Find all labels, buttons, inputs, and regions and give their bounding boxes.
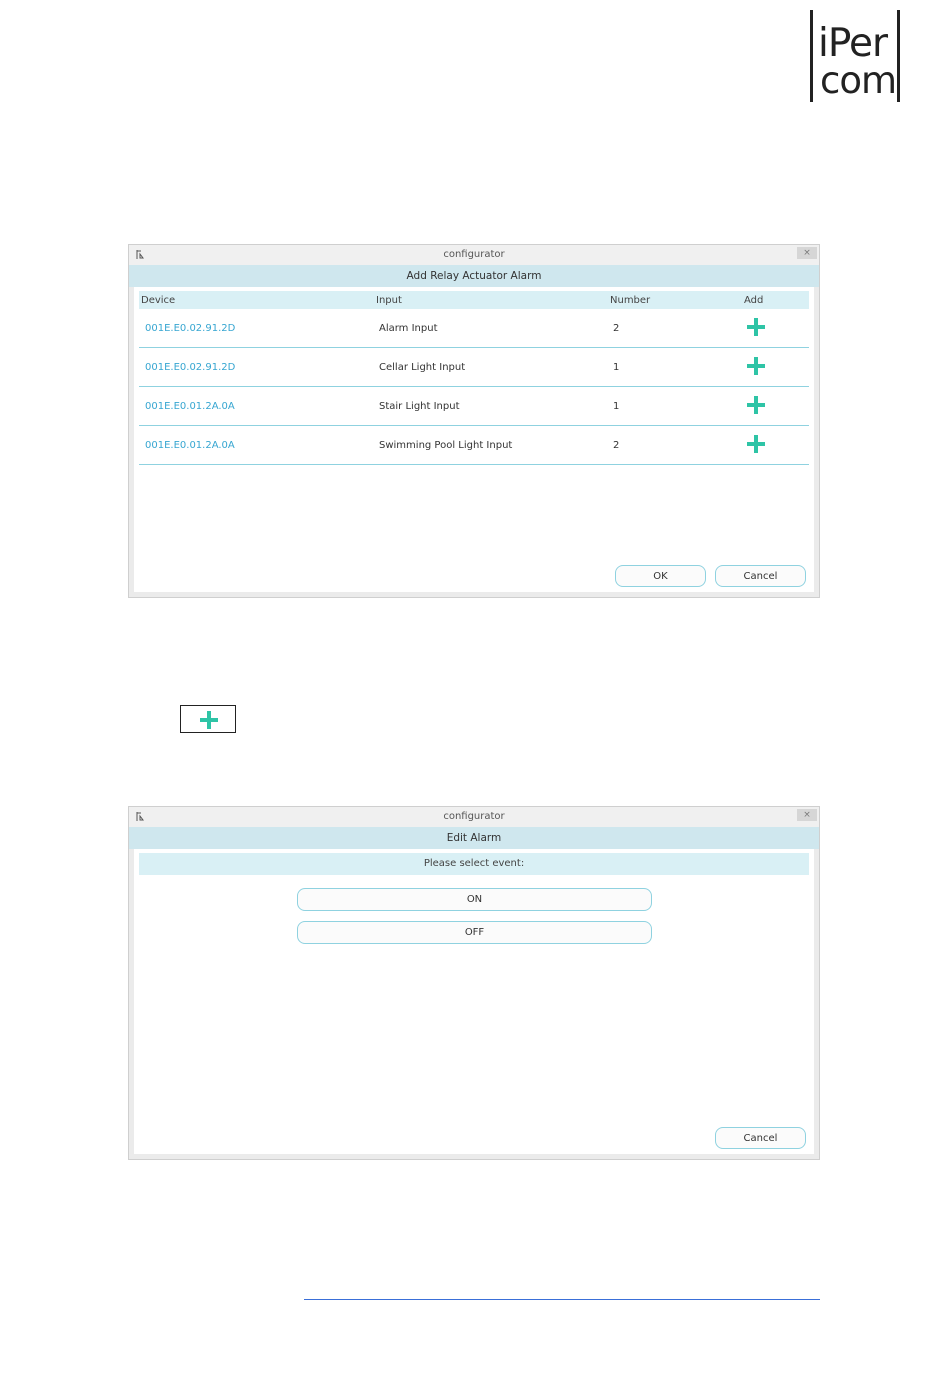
add-button[interactable] xyxy=(747,396,767,416)
window-title: configurator xyxy=(443,249,505,260)
add-button[interactable] xyxy=(747,435,767,455)
table-row xyxy=(139,426,809,465)
input-name: Cellar Light Input xyxy=(379,362,466,373)
close-icon[interactable]: × xyxy=(797,809,817,821)
off-event-button[interactable]: OFF xyxy=(297,921,652,944)
add-button[interactable] xyxy=(747,318,767,338)
input-number: 1 xyxy=(613,362,620,373)
window-titlebar xyxy=(129,245,819,265)
table-row xyxy=(139,387,809,426)
cancel-button[interactable]: Cancel xyxy=(715,565,806,587)
input-name: Swimming Pool Light Input xyxy=(379,440,513,451)
on-event-button[interactable]: ON xyxy=(297,888,652,911)
ok-button[interactable]: OK xyxy=(615,565,706,587)
logo-left-bar xyxy=(810,10,813,102)
dialog-panel xyxy=(134,287,814,592)
event-prompt: Please select event: xyxy=(139,853,809,875)
column-header-number: Number xyxy=(610,295,651,306)
close-icon[interactable]: × xyxy=(797,247,817,259)
dialog-panel xyxy=(134,849,814,1154)
add-button-illustration xyxy=(180,705,236,733)
device-address[interactable]: 001E.E0.01.2A.0A xyxy=(145,440,235,451)
plus-icon xyxy=(200,711,218,729)
add-relay-actuator-alarm-window xyxy=(128,244,820,598)
input-name: Alarm Input xyxy=(379,323,438,334)
input-number: 2 xyxy=(613,440,620,451)
logo-line-1: iPer xyxy=(818,21,887,66)
window-titlebar xyxy=(129,807,819,827)
dialog-header: Add Relay Actuator Alarm xyxy=(129,265,819,287)
add-button[interactable] xyxy=(747,357,767,377)
window-title: configurator xyxy=(443,811,505,822)
column-header-input: Input xyxy=(376,295,402,306)
dialog-header: Edit Alarm xyxy=(129,827,819,849)
plus-icon xyxy=(747,318,765,336)
input-name: Stair Light Input xyxy=(379,401,460,412)
input-number: 2 xyxy=(613,323,620,334)
column-header-device: Device xyxy=(141,295,176,306)
iper-com-logo xyxy=(810,10,902,104)
table-row xyxy=(139,348,809,387)
table-row xyxy=(139,309,809,348)
device-address[interactable]: 001E.E0.02.91.2D xyxy=(145,323,236,334)
footer-divider xyxy=(304,1299,820,1300)
plus-icon xyxy=(747,435,765,453)
plus-icon xyxy=(747,396,765,414)
input-number: 1 xyxy=(613,401,620,412)
plus-icon xyxy=(747,357,765,375)
table-header xyxy=(139,291,809,309)
cancel-button[interactable]: Cancel xyxy=(715,1127,806,1149)
column-header-add: Add xyxy=(744,295,764,306)
logo-line-2: com xyxy=(820,59,897,102)
device-address[interactable]: 001E.E0.02.91.2D xyxy=(145,362,236,373)
edit-alarm-window xyxy=(128,806,820,1160)
logo-right-bar xyxy=(897,10,900,102)
device-address[interactable]: 001E.E0.01.2A.0A xyxy=(145,401,235,412)
